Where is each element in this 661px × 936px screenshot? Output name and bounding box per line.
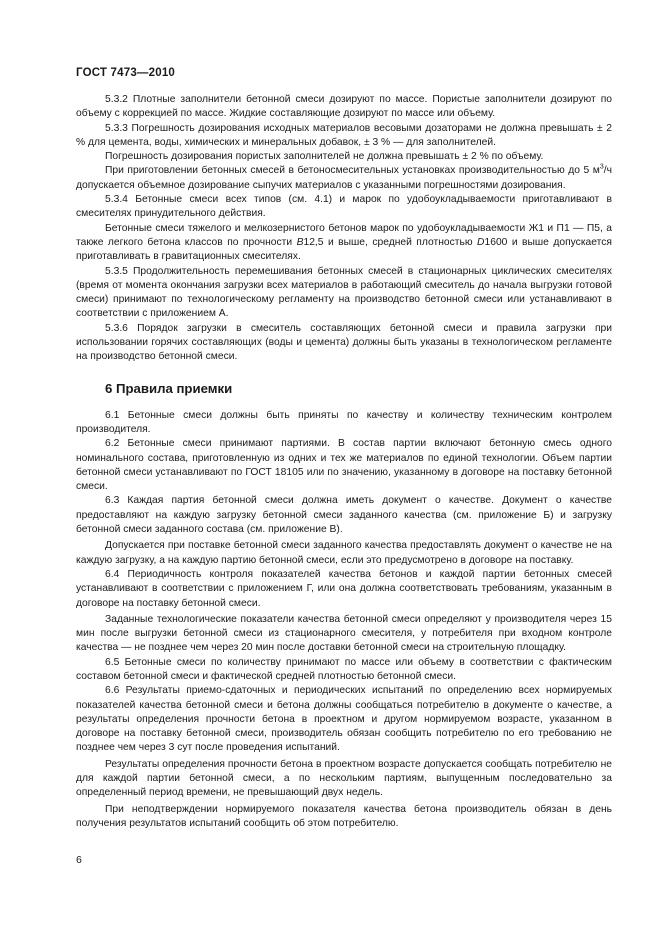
- superscript-cubed: 3: [599, 164, 604, 172]
- text-heavy-e: 1600 и выше допускается приготавливать в гравитационных смесителях.: [76, 236, 612, 263]
- paragraph-5-3-6: 5.3.6 Порядок загрузки в смеситель составляющих бетонной смеси и правила загрузки при использовании горячих составляющих (воды и цемента) должны быть указаны в технологическом регламенте на производство бетонной смеси.: [76, 322, 612, 363]
- paragraph-volumetric-dosing: [76, 164, 612, 193]
- standard-header: ГОСТ 7473—2010: [76, 67, 176, 79]
- text-heavy-c: 12,5 и выше, средней плотностью: [303, 236, 478, 248]
- paragraph-6-6: 6.6 Результаты приемо-сдаточных и периодических испытаний по определению всех нормируемых показателей качества бетонной смеси и бетона должны сообщаться потребителю в документе о качестве, а результаты определения прочности бетона в проектном и другом нормируемом возрасте, указанном в договоре на поставку бетонной смеси, производитель обязан сообщить потребителю по его требованию не позднее чем через 3 сут после проведения испытаний.: [76, 685, 612, 754]
- paragraph-6-5: 6.5 Бетонные смеси по количеству принимают по массе или объему в соответствии с фактическим составом бетонной смеси и фактической средней плотностью бетонной смеси.: [76, 656, 612, 682]
- paragraph-gravity-mixers: [76, 222, 612, 265]
- page-number: 6: [76, 854, 82, 866]
- paragraph-6-3: 6.3 Каждая партия бетонной смеси должна иметь документ о качестве. Документ о качестве предоставляют на каждую загрузку бетонной смеси заданного качества (см. приложение Б) и загрузку бетонной смеси заданного состава (см. приложение В).: [76, 495, 612, 536]
- paragraph-porous-tolerance: Погрешность дозирования пористых заполнителей не должна превышать ± 2 % по объему.: [105, 151, 544, 163]
- paragraph-6-1: 6.1 Бетонные смеси должны быть приняты по качеству и количеству техническим контролем производителя.: [76, 409, 612, 435]
- paragraph-6-2: 6.2 Бетонные смеси принимают партиями. В состав партии включают бетонную смесь одного номинального состава, приготовленную из одних и тех же материалов по единой технологии. Объем партии бетонной смеси устанавливают по ГОСТ 18105 или по значению, указанному в договоре на поставку бетонной смеси.: [76, 438, 612, 493]
- paragraph-6-4: 6.4 Периодичность контроля показателей качества бетонов и каждой партии бетонных смесей устанавливают в соответствии с приложением Г, или она должна соответствовать требованиям, указанным в договоре на поставку бетонной смеси.: [76, 568, 612, 609]
- section-6-title: 6 Правила приемки: [105, 380, 233, 396]
- paragraph-6-6-nonconfirm: При неподтверждении нормируемого показателя качества бетона производитель обязан в день получения результатов испытаний сообщить об этом потребителю.: [76, 803, 612, 829]
- text-volumetric-post: /ч допускается объемное дозирование сыпучих материалов с указанными погрешностями дозирования.: [76, 165, 612, 191]
- text-heavy-a: Бетонные смеси тяжелого и мелкозернистого бетонов марок по удобоукладываемости Ж1 и П1 — П5, а также легкого бетона классов по прочности: [76, 222, 612, 248]
- text-volumetric-pre: При приготовлении бетонных смесей в бетоносмесительных установках производительностью до 5 м: [105, 165, 600, 177]
- symbol-b: B: [296, 236, 304, 248]
- paragraph-5-3-3: 5.3.3 Погрешность дозирования исходных материалов весовыми дозаторами не должна превышать ± 2 % для цемента, воды, химических и минеральных добавок, ± 3 % — для заполнителей.: [76, 122, 612, 148]
- document-body: [76, 93, 612, 831]
- paragraph-6-6-strength: Результаты определения прочности бетона в проектном возрасте допускается сообщать потребителю не для каждой партии бетонной смеси, а по нескольким партиям, выпущенным последовательно за определенный период времени, не превышающий двух недель.: [76, 758, 612, 799]
- paragraph-5-3-4: 5.3.4 Бетонные смеси всех типов (см. 4.1) и марок по удобоукладываемости приготавливают в смесителях принудительного действия.: [76, 194, 612, 220]
- paragraph-6-4-note: Заданные технологические показатели качества бетонной смеси определяют у производителя через 15 мин после выгрузки бетонной смеси из стационарного смесителя, у потребителя при входном контроле качества — не позднее чем через 20 мин после доставки бетонной смеси на строительную площадку.: [76, 613, 612, 654]
- symbol-d: D: [477, 236, 485, 248]
- paragraph-5-3-2: 5.3.2 Плотные заполнители бетонной смеси дозируют по массе. Пористые заполнители дозируют по объему с коррекцией по массе. Жидкие составляющие дозируют по массе или объему.: [76, 94, 612, 120]
- paragraph-6-3-note: Допускается при поставке бетонной смеси заданного качества предоставлять документ о качестве не на каждую загрузку, а на каждую партию бетонной смеси, если это предусмотрено в договоре на поставку.: [76, 540, 612, 566]
- paragraph-5-3-5: 5.3.5 Продолжительность перемешивания бетонных смесей в стационарных циклических смесителях (время от момента окончания загрузки всех материалов в работающий смеситель до начала выгрузки готовой смеси) принимают по технологическому регламенту на производство бетонной смеси или устанавливают в соответствии с приложением А.: [76, 265, 612, 320]
